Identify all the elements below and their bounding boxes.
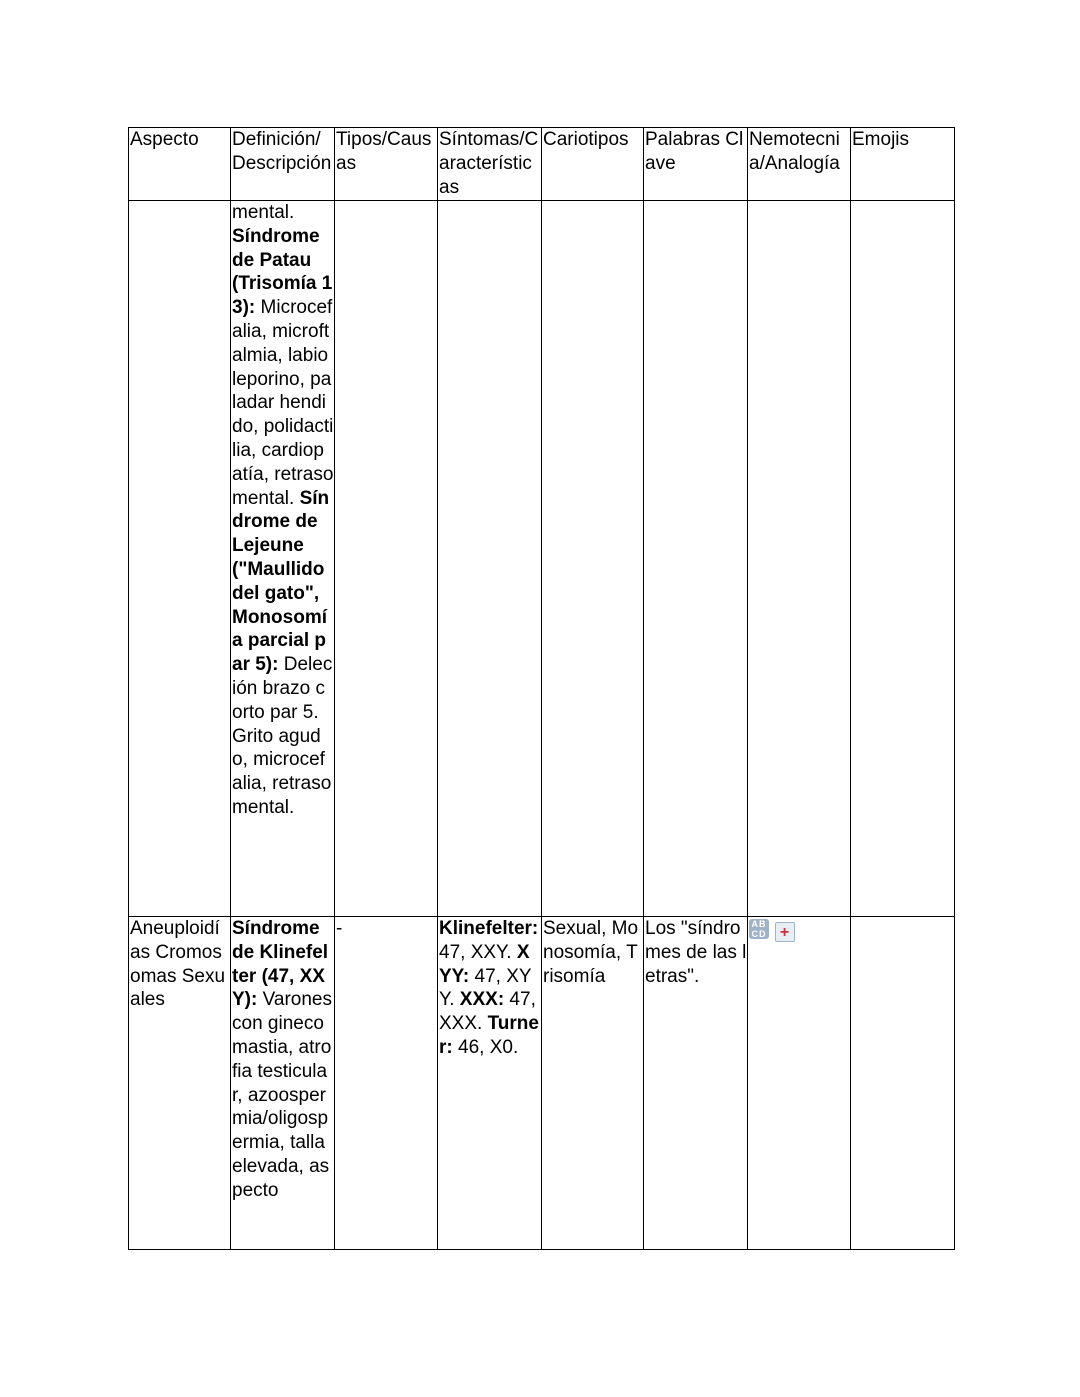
cell-definicion	[231, 201, 335, 917]
cell-cariotipos: Sexual, Monosomía, Trisomía	[542, 917, 644, 1250]
cell-tipos	[335, 201, 438, 917]
cell-palabras-clave	[644, 201, 748, 917]
karyotype-value: 46, X0.	[452, 1036, 519, 1058]
cell-emojis	[851, 917, 955, 1250]
header-sintomas: Síntomas/Características	[438, 128, 542, 201]
karyotype-label: XXX:	[459, 989, 505, 1011]
header-row	[129, 128, 955, 201]
cell-emojis	[851, 201, 955, 917]
karyotype-label: XYY:	[439, 941, 530, 987]
cell-tipos: -	[335, 917, 438, 1250]
cell-aspecto	[129, 201, 231, 917]
header-emojis: Emojis	[851, 128, 955, 201]
hospital-icon: +	[775, 922, 795, 942]
header-aspecto: Aspecto	[129, 128, 231, 201]
cell-aspecto: Aneuploidías Cromosomas Sexuales	[129, 917, 231, 1250]
header-cariotipos: Cariotipos	[542, 128, 644, 201]
lejeune-text: Deleción brazo corto par 5. Grito agudo, microcefalia, retraso mental.	[232, 654, 333, 818]
header-tipos: Tipos/Causas	[335, 128, 438, 201]
patau-text: Microcefalia, microftalmia, labio leporino, paladar hendido, polidactilia, cardiopatía, retraso mental.	[232, 297, 334, 509]
cell-nemotecnia	[748, 917, 851, 1250]
lejeune-title: Síndrome de Lejeune ("Maullido del gato", Monosomía parcial par 5):	[232, 487, 330, 676]
definicion-text: mental.	[232, 202, 295, 223]
table-row	[129, 917, 955, 1250]
header-nemotecnia: Nemotecnia/Analogía	[748, 128, 851, 201]
klinefelter-text: Varones con ginecomastia, atrofia testicular, azoospermia/oligospermia, talla elevada, aspecto	[232, 989, 332, 1201]
header-definicion: Definición/ Descripción	[231, 128, 335, 201]
cell-sintomas	[438, 917, 542, 1250]
karyotype-value: 47, XYY.	[439, 965, 532, 1011]
cell-definicion	[231, 917, 335, 1250]
abcd-icon: AB CD	[749, 919, 769, 939]
header-palabras-clave: Palabras Clave	[644, 128, 748, 201]
patau-title: Síndrome de Patau (Trisomía 13):	[232, 225, 333, 319]
karyotype-value: 47, XXY.	[439, 941, 512, 963]
klinefelter-title: Síndrome de Klinefelter (47, XXY):	[232, 918, 329, 1011]
table-row	[129, 201, 955, 917]
cell-cariotipos	[542, 201, 644, 917]
cell-nemotecnia	[748, 201, 851, 917]
cell-sintomas	[438, 201, 542, 917]
karyotype-label: Turner:	[439, 1013, 539, 1058]
karyotype-label: Klinefelter:	[439, 918, 539, 939]
cell-palabras-clave: Los "síndromes de las letras".	[644, 917, 748, 1250]
genetics-table	[128, 127, 955, 1250]
karyotype-value: 47, XXX.	[439, 989, 536, 1035]
